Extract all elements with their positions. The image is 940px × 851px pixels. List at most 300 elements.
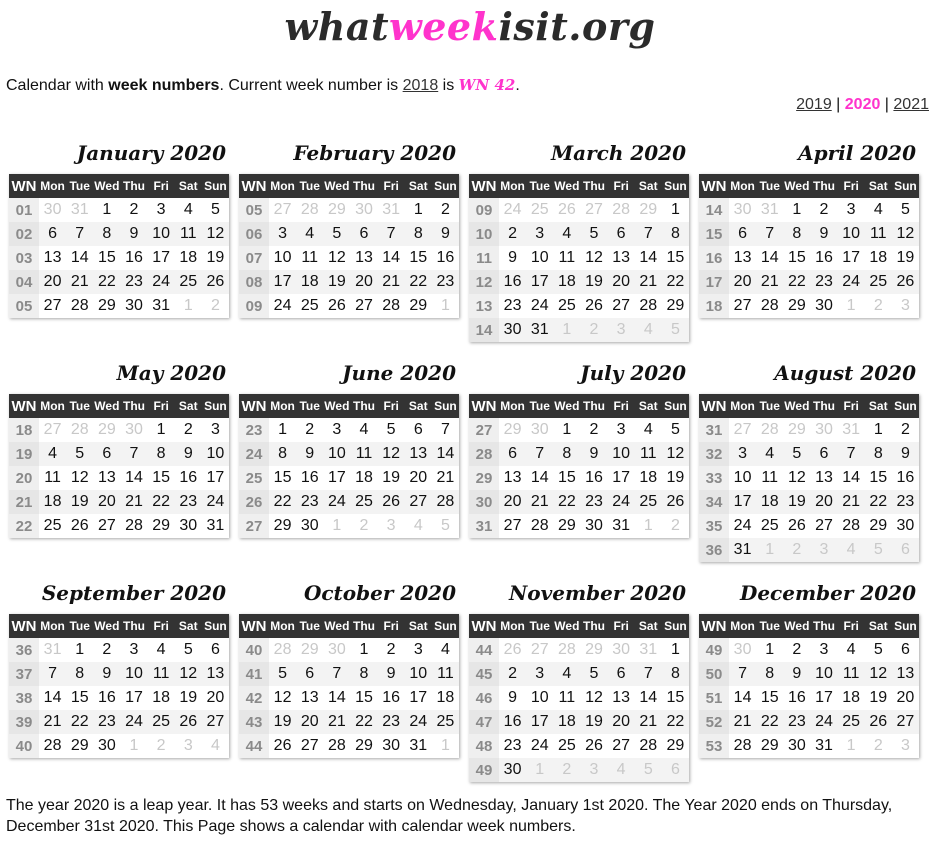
- month-title: February 2020: [293, 141, 456, 165]
- day-cell: 9: [175, 442, 202, 466]
- weekday-header: Mon: [39, 394, 66, 418]
- day-cell: 31: [206, 517, 225, 534]
- weekday-header-row: [9, 614, 229, 638]
- day-cell: 18: [179, 249, 198, 266]
- week-number[interactable]: 14: [699, 198, 729, 222]
- day-cell: 8: [783, 222, 810, 246]
- week-row: [469, 686, 689, 710]
- weekday-header: Sat: [405, 174, 432, 198]
- month-title: June 2020: [342, 361, 456, 385]
- day-cell: 17: [125, 689, 143, 706]
- week-number[interactable]: 05: [239, 198, 269, 222]
- week-row: [9, 418, 229, 442]
- week-number[interactable]: 49: [469, 758, 499, 782]
- day-cell-other-month: 28: [557, 641, 576, 658]
- week-row: [699, 246, 919, 270]
- month-table: [9, 174, 229, 318]
- day-cell: 14: [432, 442, 459, 466]
- weekday-header: Tue: [66, 614, 93, 638]
- week-number[interactable]: 44: [469, 638, 499, 662]
- day-cell-other-month: 31: [842, 421, 861, 438]
- day-cell: 5: [900, 201, 910, 218]
- week-number[interactable]: 18: [9, 418, 39, 442]
- year-link-current[interactable]: 2020: [844, 96, 881, 113]
- logo-part-week: week: [389, 4, 499, 49]
- day-cell: 1: [413, 201, 423, 218]
- weekday-header: Wed: [323, 174, 350, 198]
- week-number[interactable]: 45: [469, 662, 499, 686]
- weekday-header: Mon: [269, 614, 296, 638]
- week-number[interactable]: 43: [239, 710, 269, 734]
- day-cell-other-month: 2: [210, 297, 220, 314]
- day-cell: 22: [865, 490, 892, 514]
- current-year-link[interactable]: 2018: [402, 77, 439, 94]
- day-cell: 8: [405, 222, 432, 246]
- week-row: [9, 734, 229, 758]
- day-cell: 27: [815, 517, 833, 534]
- day-cell: 30: [896, 517, 915, 534]
- weekday-header-row: [699, 614, 919, 638]
- month-title: March 2020: [551, 141, 686, 165]
- day-cell: 24: [838, 270, 865, 294]
- day-cell: 29: [787, 297, 806, 314]
- day-cell: 6: [350, 222, 377, 246]
- year-link-prev[interactable]: 2019: [796, 96, 832, 113]
- day-cell: 8: [553, 442, 580, 466]
- day-cell: 24: [530, 297, 549, 314]
- week-number[interactable]: 15: [699, 222, 729, 246]
- day-cell: 24: [810, 710, 837, 734]
- day-cell: 29: [152, 517, 171, 534]
- month-table: [699, 394, 919, 562]
- day-cell: 25: [43, 517, 62, 534]
- day-cell-other-month: 5: [635, 758, 662, 782]
- day-cell: 2: [499, 662, 526, 686]
- week-row: [699, 222, 919, 246]
- day-cell: 2: [305, 421, 315, 438]
- month-calendar: [469, 358, 689, 538]
- day-cell: 7: [440, 421, 450, 438]
- day-cell: 18: [436, 689, 455, 706]
- weekday-header: Mon: [499, 394, 526, 418]
- day-cell-other-month: 27: [733, 421, 752, 438]
- week-number[interactable]: 44: [239, 734, 269, 758]
- month-calendar: [9, 358, 229, 538]
- week-row: [699, 710, 919, 734]
- week-number[interactable]: 14: [469, 318, 499, 342]
- week-number[interactable]: 18: [699, 294, 729, 318]
- week-number[interactable]: 27: [469, 418, 499, 442]
- day-cell: 27: [300, 737, 319, 754]
- day-cell: 23: [378, 710, 405, 734]
- week-number[interactable]: 31: [469, 514, 499, 538]
- weekday-header: Fri: [148, 174, 175, 198]
- week-row: [239, 490, 459, 514]
- year-link-next[interactable]: 2021: [893, 96, 929, 113]
- day-cell: 23: [296, 490, 323, 514]
- week-number[interactable]: 53: [699, 734, 729, 758]
- week-number[interactable]: 25: [239, 466, 269, 490]
- day-cell-other-month: 29: [300, 641, 319, 658]
- day-cell: 30: [787, 737, 806, 754]
- weekday-header: Tue: [296, 614, 323, 638]
- day-cell: 3: [210, 421, 220, 438]
- week-number[interactable]: 26: [239, 490, 269, 514]
- day-cell: 10: [810, 662, 837, 686]
- weekday-header: Sat: [175, 394, 202, 418]
- day-cell: 21: [120, 490, 147, 514]
- week-number[interactable]: 36: [9, 638, 39, 662]
- week-number[interactable]: 11: [469, 246, 499, 270]
- day-cell: 4: [643, 421, 653, 438]
- day-cell-other-month: 24: [503, 201, 522, 218]
- day-cell: 3: [156, 201, 166, 218]
- day-cell: 28: [43, 737, 62, 754]
- day-cell-other-month: 30: [125, 421, 143, 438]
- day-cell: 26: [273, 737, 292, 754]
- day-cell-other-month: 2: [873, 737, 883, 754]
- day-cell: 10: [608, 442, 635, 466]
- week-number[interactable]: 28: [469, 442, 499, 466]
- weekday-header: Sun: [892, 174, 919, 198]
- week-number[interactable]: 52: [699, 710, 729, 734]
- day-cell: 17: [612, 469, 631, 486]
- week-number[interactable]: 16: [699, 246, 729, 270]
- day-cell: 22: [405, 270, 432, 294]
- week-number[interactable]: 50: [699, 662, 729, 686]
- week-number[interactable]: 01: [9, 198, 39, 222]
- week-number[interactable]: 41: [239, 662, 269, 686]
- week-row: [9, 222, 229, 246]
- day-cell: 2: [129, 201, 139, 218]
- week-number[interactable]: 13: [469, 294, 499, 318]
- day-cell: 28: [432, 490, 459, 514]
- week-row: [239, 198, 459, 222]
- week-number[interactable]: 48: [469, 734, 499, 758]
- day-cell: 26: [892, 270, 919, 294]
- week-number[interactable]: 42: [239, 686, 269, 710]
- day-cell-other-month: 31: [70, 201, 89, 218]
- day-cell: 12: [662, 442, 689, 466]
- day-cell: 7: [39, 662, 66, 686]
- day-cell: 24: [120, 710, 147, 734]
- day-cell: 30: [125, 297, 143, 314]
- day-cell: 22: [662, 710, 689, 734]
- day-cell-other-month: 29: [97, 421, 116, 438]
- weekday-header: Fri: [148, 394, 175, 418]
- week-row: [9, 294, 229, 318]
- day-cell: 1: [765, 641, 775, 658]
- day-cell: 21: [66, 270, 93, 294]
- day-cell: 11: [865, 222, 892, 246]
- day-cell: 7: [66, 222, 93, 246]
- weekday-header: Sun: [432, 614, 459, 638]
- week-number[interactable]: 30: [469, 490, 499, 514]
- day-cell: 12: [787, 469, 806, 486]
- day-cell: 22: [553, 490, 580, 514]
- day-cell: 23: [580, 490, 607, 514]
- weekday-header: Thu: [580, 614, 607, 638]
- day-cell: 30: [815, 297, 833, 314]
- weekday-header: Fri: [608, 394, 635, 418]
- day-cell: 9: [120, 222, 147, 246]
- day-cell: 12: [865, 662, 892, 686]
- week-number[interactable]: 40: [239, 638, 269, 662]
- day-cell: 21: [635, 270, 662, 294]
- day-cell-other-month: 31: [760, 201, 779, 218]
- week-number[interactable]: 47: [469, 710, 499, 734]
- day-cell: 31: [815, 737, 833, 754]
- day-cell: 3: [846, 201, 856, 218]
- day-cell: 16: [179, 469, 198, 486]
- day-cell: 29: [666, 297, 685, 314]
- week-number[interactable]: 39: [9, 710, 39, 734]
- day-cell: 13: [892, 662, 919, 686]
- weekday-header: Fri: [838, 394, 865, 418]
- day-cell-other-month: 29: [639, 201, 658, 218]
- week-number[interactable]: 51: [699, 686, 729, 710]
- day-cell: 10: [530, 689, 549, 706]
- month-table: [239, 394, 459, 538]
- week-row: [9, 686, 229, 710]
- day-cell: 24: [530, 737, 549, 754]
- day-cell: 6: [729, 222, 756, 246]
- day-cell-other-month: 1: [553, 318, 580, 342]
- day-cell: 10: [733, 469, 752, 486]
- day-cell: 15: [70, 689, 89, 706]
- day-cell: 11: [558, 689, 576, 706]
- day-cell: 20: [608, 270, 635, 294]
- day-cell: 18: [869, 249, 888, 266]
- day-cell: 5: [269, 662, 296, 686]
- day-cell: 23: [503, 737, 522, 754]
- day-cell-other-month: 28: [273, 641, 292, 658]
- day-cell: 16: [499, 710, 526, 734]
- week-row: [239, 686, 459, 710]
- week-number[interactable]: 46: [469, 686, 499, 710]
- day-cell-other-month: 2: [359, 517, 369, 534]
- week-number[interactable]: 33: [699, 466, 729, 490]
- weekday-header: Sat: [635, 394, 662, 418]
- day-cell: 20: [499, 490, 526, 514]
- day-cell: 2: [440, 201, 450, 218]
- day-cell: 30: [382, 737, 401, 754]
- day-cell-other-month: 2: [156, 737, 166, 754]
- day-cell: 19: [666, 469, 685, 486]
- week-number[interactable]: 20: [9, 466, 39, 490]
- day-cell: 10: [120, 662, 147, 686]
- day-cell: 19: [783, 490, 810, 514]
- weekday-header: Sat: [865, 614, 892, 638]
- week-number[interactable]: 27: [239, 514, 269, 538]
- day-cell: 5: [323, 222, 350, 246]
- day-cell-other-month: 3: [580, 758, 607, 782]
- month-calendar: [9, 578, 229, 758]
- week-number[interactable]: 22: [9, 514, 39, 538]
- weekday-header-row: [699, 174, 919, 198]
- week-number[interactable]: 06: [239, 222, 269, 246]
- day-cell: 5: [183, 641, 193, 658]
- day-cell-other-month: 2: [783, 538, 810, 562]
- day-cell: 18: [756, 490, 783, 514]
- day-cell: 14: [639, 689, 658, 706]
- site-logo[interactable]: [0, 0, 940, 54]
- day-cell-other-month: 3: [386, 517, 396, 534]
- day-cell-other-month: 27: [273, 201, 292, 218]
- day-cell: 11: [432, 662, 459, 686]
- day-cell: 29: [869, 517, 888, 534]
- day-cell: 27: [405, 490, 432, 514]
- day-cell: 24: [323, 490, 350, 514]
- month-calendar: [699, 358, 919, 562]
- day-cell: 5: [210, 201, 220, 218]
- day-cell-other-month: 2: [670, 517, 680, 534]
- day-cell-other-month: 30: [355, 201, 373, 218]
- day-cell: 22: [783, 270, 810, 294]
- week-number[interactable]: 21: [9, 490, 39, 514]
- week-row: [469, 198, 689, 222]
- weekday-header: Tue: [526, 174, 553, 198]
- day-cell-other-month: 1: [183, 297, 193, 314]
- day-cell: 7: [756, 222, 783, 246]
- day-cell: 8: [93, 222, 120, 246]
- day-cell: 15: [409, 249, 428, 266]
- day-cell: 14: [530, 469, 549, 486]
- day-cell: 9: [892, 442, 919, 466]
- day-cell: 6: [93, 442, 120, 466]
- day-cell: 9: [508, 249, 518, 266]
- week-row: [469, 662, 689, 686]
- day-cell: 10: [202, 442, 229, 466]
- day-cell: 16: [382, 689, 401, 706]
- day-cell: 28: [639, 737, 658, 754]
- weekday-header: Sat: [405, 394, 432, 418]
- day-cell-other-month: 2: [553, 758, 580, 782]
- day-cell: 25: [635, 490, 662, 514]
- week-number[interactable]: 17: [699, 270, 729, 294]
- weekday-header: Thu: [350, 394, 377, 418]
- day-cell-other-month: 6: [892, 538, 919, 562]
- week-number[interactable]: 32: [699, 442, 729, 466]
- day-cell: 16: [436, 249, 455, 266]
- day-cell: 25: [350, 490, 377, 514]
- week-number[interactable]: 09: [469, 198, 499, 222]
- day-cell: 23: [432, 270, 459, 294]
- weekday-header: Sun: [202, 394, 229, 418]
- day-cell-other-month: 1: [846, 737, 856, 754]
- day-cell: 7: [635, 222, 662, 246]
- week-row: [469, 222, 689, 246]
- week-number-header: WN: [469, 174, 499, 198]
- week-row: [9, 662, 229, 686]
- day-cell-other-month: 1: [440, 737, 450, 754]
- month-calendar: [469, 138, 689, 342]
- day-cell: 19: [323, 270, 350, 294]
- day-cell: 17: [526, 710, 553, 734]
- footer-text: The year 2020 is a leap year. It has 53 weeks and starts on Wednesday, January 1st 2020. The Year 2020 ends on Thursday, December 31st 2020. This Page shows a calendar with calendar week numbers.: [6, 797, 893, 835]
- month-title: May 2020: [116, 361, 226, 385]
- day-cell: 29: [97, 297, 116, 314]
- day-cell-other-month: 1: [756, 538, 783, 562]
- day-cell: 9: [580, 442, 607, 466]
- weekday-header-row: [9, 174, 229, 198]
- month-title: October 2020: [303, 581, 456, 605]
- day-cell: 4: [296, 222, 323, 246]
- week-number[interactable]: 07: [239, 246, 269, 270]
- week-number[interactable]: 23: [239, 418, 269, 442]
- day-cell: 14: [70, 249, 89, 266]
- day-cell: 27: [892, 710, 919, 734]
- week-number[interactable]: 02: [9, 222, 39, 246]
- day-cell-other-month: 6: [662, 758, 689, 782]
- week-number[interactable]: 19: [9, 442, 39, 466]
- day-cell-other-month: 27: [585, 201, 603, 218]
- week-number[interactable]: 38: [9, 686, 39, 710]
- week-number[interactable]: 34: [699, 490, 729, 514]
- week-row: [699, 662, 919, 686]
- day-cell: 11: [838, 662, 865, 686]
- week-number[interactable]: 37: [9, 662, 39, 686]
- day-cell: 22: [756, 710, 783, 734]
- weekday-header: Mon: [269, 174, 296, 198]
- week-number[interactable]: 03: [9, 246, 39, 270]
- weekday-header: Wed: [93, 614, 120, 638]
- week-number[interactable]: 05: [9, 294, 39, 318]
- day-cell: 16: [896, 469, 915, 486]
- day-cell: 5: [580, 222, 607, 246]
- day-cell-other-month: 4: [608, 758, 635, 782]
- weekday-header: Tue: [66, 394, 93, 418]
- week-number[interactable]: 35: [699, 514, 729, 538]
- current-week-number: WN 42: [458, 76, 516, 94]
- day-cell: 26: [787, 517, 806, 534]
- day-cell-other-month: 3: [810, 538, 837, 562]
- weekday-header: Tue: [526, 614, 553, 638]
- day-cell: 29: [273, 517, 292, 534]
- week-number[interactable]: 29: [469, 466, 499, 490]
- week-row: [699, 734, 919, 758]
- week-number[interactable]: 24: [239, 442, 269, 466]
- day-cell: 29: [409, 297, 428, 314]
- week-number[interactable]: 12: [469, 270, 499, 294]
- weekday-header: Tue: [756, 174, 783, 198]
- day-cell: 4: [183, 201, 193, 218]
- week-row: [699, 418, 919, 442]
- week-number[interactable]: 40: [9, 734, 39, 758]
- week-number[interactable]: 36: [699, 538, 729, 562]
- day-cell-other-month: 5: [865, 538, 892, 562]
- day-cell-other-month: 2: [580, 318, 607, 342]
- week-number[interactable]: 09: [239, 294, 269, 318]
- week-row: [9, 490, 229, 514]
- week-number[interactable]: 04: [9, 270, 39, 294]
- weekday-header: Sat: [635, 174, 662, 198]
- day-cell: 7: [323, 662, 350, 686]
- week-number[interactable]: 49: [699, 638, 729, 662]
- weekday-header: Sun: [662, 614, 689, 638]
- day-cell: 26: [865, 710, 892, 734]
- week-number[interactable]: 10: [469, 222, 499, 246]
- week-number[interactable]: 08: [239, 270, 269, 294]
- day-cell: 26: [327, 297, 346, 314]
- weekday-header: Fri: [378, 394, 405, 418]
- day-cell: 4: [156, 641, 166, 658]
- day-cell: 9: [378, 662, 405, 686]
- week-row: [469, 466, 689, 490]
- week-number[interactable]: 31: [699, 418, 729, 442]
- weekday-header: Tue: [296, 394, 323, 418]
- week-row: [699, 538, 919, 562]
